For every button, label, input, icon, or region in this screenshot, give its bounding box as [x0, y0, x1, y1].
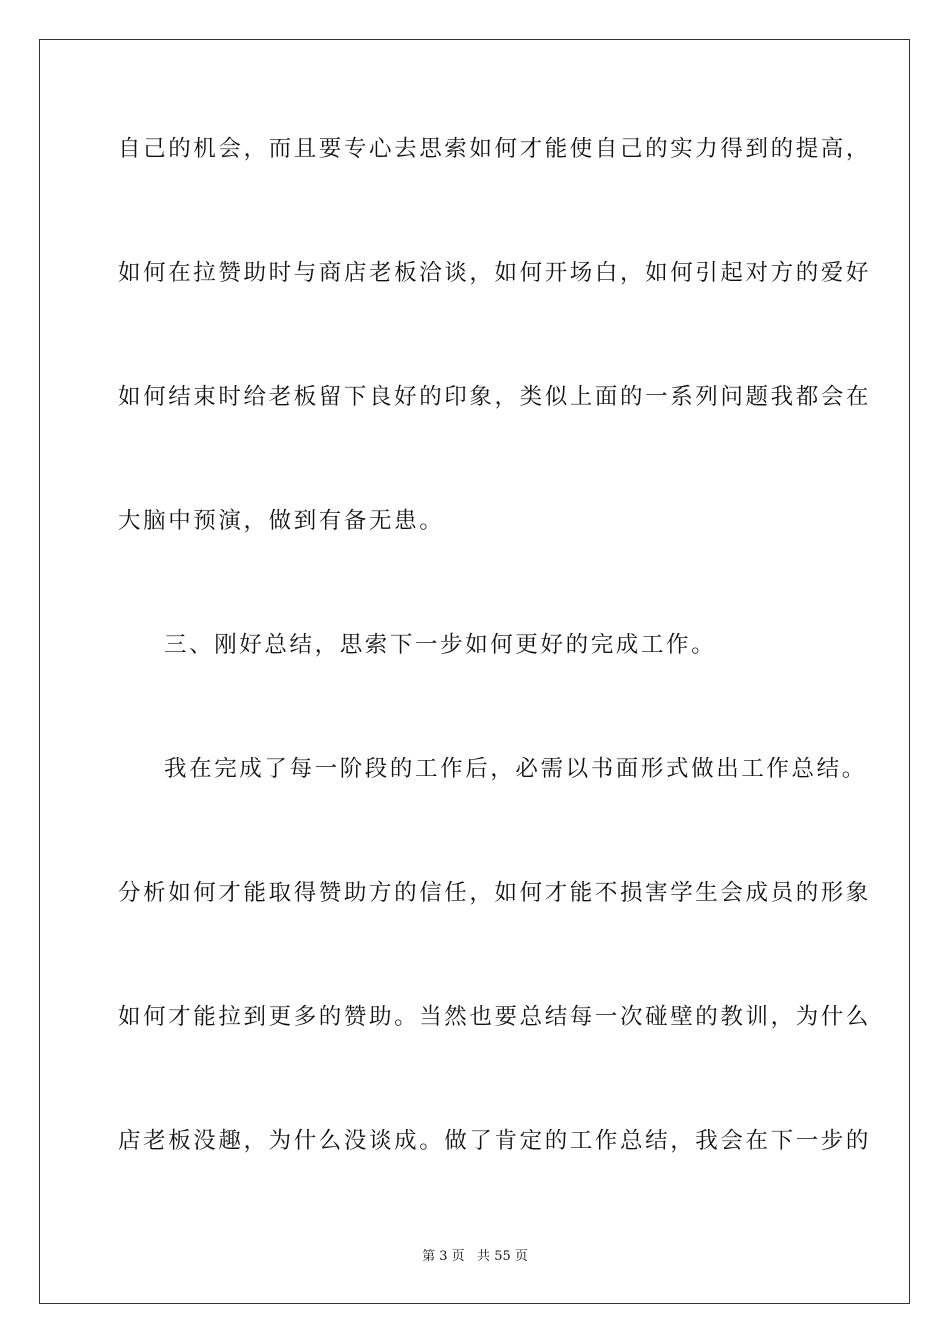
section-heading: 三、刚好总结，思索下一步如何更好的完成工作。 [164, 632, 717, 658]
page-border [39, 39, 910, 1304]
body-line-9: 店老板没趣，为什么没谈成。做了肯定的工作总结，我会在下一步的 [118, 1128, 872, 1154]
body-line-1: 自己的机会，而且要专心去思索如何才能使自己的实力得到的提高， [118, 136, 872, 162]
body-line-8: 如何才能拉到更多的赞助。当然也要总结每一次碰壁的教训，为什么 [118, 1004, 872, 1030]
page-number: 第 3 页 共 55 页 [422, 1249, 528, 1264]
body-line-2: 如何在拉赞助时与商店老板洽谈，如何开场白，如何引起对方的爱好 [118, 260, 872, 286]
body-line-6: 我在完成了每一阶段的工作后，必需以书面形式做出工作总结。 [164, 756, 867, 782]
body-line-4: 大脑中预演，做到有备无患。 [118, 508, 445, 534]
body-line-7: 分析如何才能取得赞助方的信任，如何才能不损害学生会成员的形象 [118, 880, 872, 906]
body-line-3: 如何结束时给老板留下良好的印象，类似上面的一系列问题我都会在 [118, 384, 872, 410]
